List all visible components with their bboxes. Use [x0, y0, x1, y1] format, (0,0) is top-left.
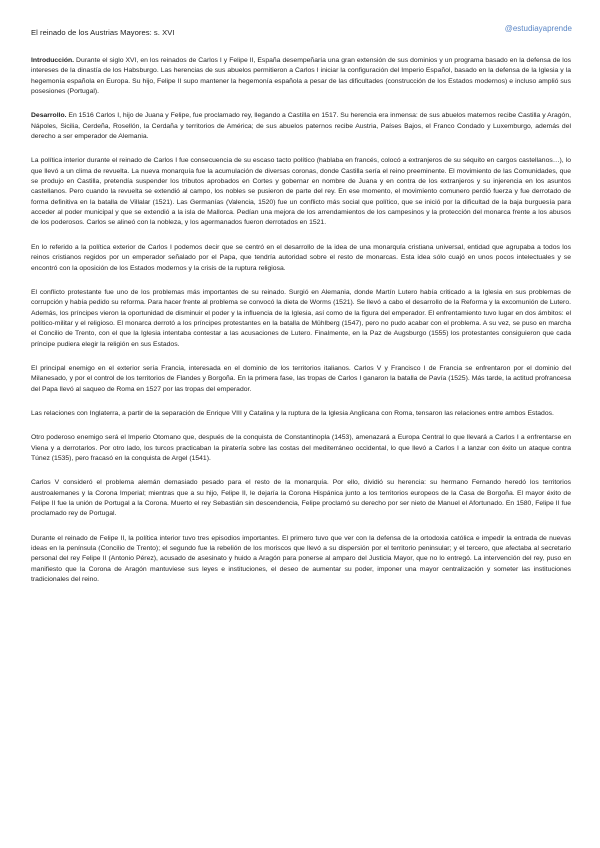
paragraph-imperio-otomano: Otro poderoso enemigo será el Imperio Otomano que, después de la conquista de Constantinopla (1453), amenazará a Europa Central lo que llevará a Carlos I a enfrentarse en Viena y a derrotarlos. Por otro lado, los turcos practicaban la piratería sobre las costas del mediterráneo occidental, lo que llevó a Carlos I a lanzar con éxito un ataque contra Túnez (1535), pero fracasó en la conquista de Argel (1541). [31, 434, 571, 462]
paragraph-desarrollo [31, 111, 571, 142]
brand-handle: @estudiayaprende [504, 24, 572, 33]
paragraph-politica-exterior: En lo referido a la política exterior de Carlos I podemos decir que se centró en el desarrollo de la idea de una monarquía cristiana universal, entidad que agrupaba a todos los reinos cristianos regidos por un emperador señalado por el Papa, que tendría autoridad sobre el resto de monarcas. Esta idea sólo cuajó en unos pocos intelectuales y se encontró con la oposición de los Estados modernos y la crisis de la ruptura religiosa. [31, 243, 571, 272]
paragraph-text: En 1516 Carlos I, hijo de Juana y Felipe, fue proclamado rey, llegando a Castilla en 1517. Su herencia era inmensa: de sus abuelos maternos recibe Castilla y Aragón, Nápoles, Sicilia, Cerdeña, Rosellón, la Cerdaña y territorios de América; de sus abuelos paternos recibe Austria, Países Bajos, el Franco Condado y Luxemburgo, además del derecho a ser emperador de Alemania. [31, 112, 571, 141]
paragraph-francia: El principal enemigo en el exterior sería Francia, interesada en el dominio de los territorios italianos. Carlos V y Francisco I de Francia se enfrentaron por el dominio del Milanesado, y por el control de los territorios de Flandes y Borgoña. En la primera fase, las tropas de Carlos I ganaron la batalla de Pavía (1525). Más tarde, la actitud profrancesa del Papa llevó al saqueo de Roma en 1527 por las tropas del emperador. [31, 364, 571, 393]
paragraph-herencia: Carlos V consideró el problema alemán demasiado pesado para el resto de la monarquía. Por ello, dividió su herencia: su hermano Fernando heredó los territorios austroalemanes y la Corona Imperial; mientras que a su hijo, Felipe II, le dejaría la Corona Hispánica junto a los territorios europeos de la Casa de Borgoña. El mayor éxito de Felipe II fue la unión de Portugal a la Corona. Muerto el rey Sebastián sin descendencia, Felipe proclamó su derecho por ser nieto de Manuel el Afortunado. En 1580, Felipe II fue proclamado rey de Portugal. [31, 479, 571, 518]
paragraph-politica-interior: La política interior durante el reinado de Carlos I fue consecuencia de su escaso tacto político (hablaba en francés, colocó a extranjeros de su séquito en cargos castellanos…), lo que llevó a un clima de revuelta. La nueva monarquía fue la acumulación de diversas coronas, donde Castilla sería el reino preeminente. El movimiento de las Comunidades, que se produjo en Castilla, pretendía suspender los tributos aprobados en Cortes y gobernar en nombre de Juana y en contra de los extranjeros y su injerencia en los asuntos castellanos. Pero cuando la revuelta se extendió al campo, los nobles se pusieron de parte del rey. En ese momento, el movimiento comunero perdió fuerza y fue derrotado de forma definitiva en la batalla de Villalar (1521). Las Germanías (Valencia, 1520) fue un conflicto más social que político, que se inició por la dificultad de la baja burguesía para acceder al poder municipal y que se extendió a la isla de Mallorca. Pedían una mejora de los arrendamientos de los campesinos y la protección del monarca frente a los abusos de los poderosos. Carlos se alineó con la nobleza, y los agermanados fueron derrotados en 1521. [31, 157, 571, 227]
paragraph-inglaterra: Las relaciones con Inglaterra, a partir de la separación de Enrique VIII y Catalina y la ruptura de la Iglesia Anglicana con Roma, tensaron las relaciones entre ambos Estados. [31, 409, 554, 417]
paragraph-lead: Introducción. [31, 57, 75, 64]
paragraph-text: Durante el siglo XVI, en los reinados de Carlos I y Felipe II, España desempeñaría una gran extensión de sus dominios y un programa basado en la defensa de los intereses de la dinastía de los Habsburgo. Las herencias de sus abuelos permitieron a Carlos I iniciar la configuración del Imperio Español, basado en la defensa de la Iglesia y la hegemonía española en Europa. Su hijo, Felipe II supo mantener la hegemonía española a pesar de las dificultades (construcción de los Estados modernos) e incluso amplió sus posesiones (Portugal). [31, 57, 571, 96]
paragraph-conflicto-protestante: El conflicto protestante fue uno de los problemas más importantes de su reinado. Surgió en Alemania, donde Martín Lutero había criticado a la Iglesia en sus problemas de corrupción y había pedido su reforma. Para hacer frente al problema se convocó la dieta de Worms (1521). Se llevó a cabo el desarrollo de la Reforma y la excomunión de Lutero. Además, los príncipes vieron la oportunidad de disminuir el poder y la influencia de la Iglesia, así como de la figura del emperador. El enfrentamiento tuvo lugar en dos ámbitos: el político-militar y el religioso. El monarca derrotó a los príncipes protestantes en la batalla de Mühlberg (1547), pero no pudo acabar con el problema. A su vez, se puso en marcha el Concilio de Trento, con el que la Iglesia intentaba contestar a las acusaciones de Lutero. Finalmente, en la Paz de Augsburgo (1555) los protestantes consiguieron que cada príncipe pudiera elegir la religión en sus Estados. [31, 288, 571, 348]
paragraph-lead: Desarrollo. [31, 112, 67, 120]
paragraph-introduccion [31, 56, 571, 97]
document-body [31, 56, 571, 585]
paragraph-felipe-ii: Durante el reinado de Felipe II, la política interior tuvo tres episodios importantes. El primero tuvo que ver con la defensa de la ortodoxia católica e impedir la entrada de nuevas ideas en la península (Concilio de Trento); el segundo fue la rebelión de los moriscos que llevó a su dispersión por el territorio peninsular; y el tercero, que afectaba al secretario personal del rey Felipe II (Antonio Pérez), acusado de asesinato y huido a Aragón para ponerse al amparo del Justicia Mayor, que no lo entregó. La intervención del rey, puso en manifiesto que la Corona de Aragón mantuviese sus leyes e instituciones, el deseo de aumentar su poder, imponer una mayor centralización y someter las instituciones tradicionales del reino. [31, 534, 571, 584]
document-title: El reinado de los Austrias Mayores: s. XVI [31, 28, 175, 37]
